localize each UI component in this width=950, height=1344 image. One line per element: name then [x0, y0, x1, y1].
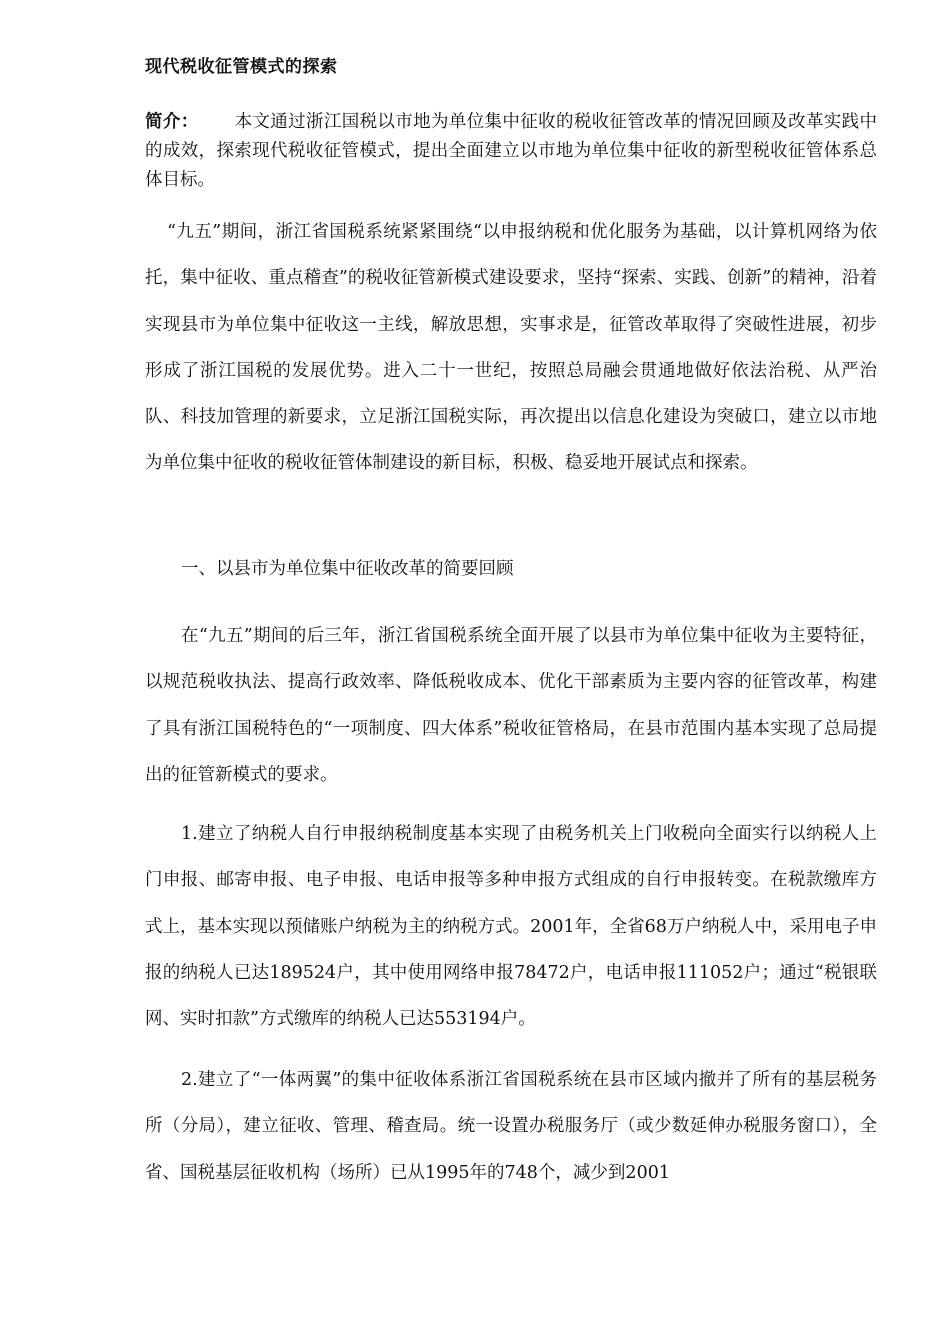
abstract-text: 本文通过浙江国税以市地为单位集中征收的税收征管改革的情况回顾及改革实践中的成效，探索现代税收征管模式，提出全面建立以市地为单位集中征收的新型税收征管体系总体目标。 [145, 112, 878, 190]
paragraph-point-2: 2.建立了“一体两翼”的集中征收体系浙江省国税系统在县市区域内撤并了所有的基层税务所（分局），建立征收、管理、稽查局。统一设置办税服务厅（或少数延伸办税服务窗口），全省、国税基层征收机构（场所）已从1995年的748个，减少到2001 [145, 1070, 877, 1183]
paragraph-intro: “九五”期间，浙江省国税系统紧紧围绕“以申报纳税和优化服务为基础，以计算机网络为依托，集中征收、重点稽查”的税收征管新模式建设要求，坚持“探索、实践、创新”的精神，沿着实现县市为单位集中征收这一主线，解放思想，实事求是，征管改革取得了突破性进展，初步形成了浙江国税的发展优势。进入二十一世纪，按照总局融会贯通地做好依法治税、从严治队、科技加管理的新要求，立足浙江国税实际，再次提出以信息化建设为突破口，建立以市地为单位集中征收的税收征管体制建设的新目标，积极、稳妥地开展试点和探索。 [145, 222, 877, 474]
section-heading: 一、以县市为单位集中征收改革的简要回顾 [181, 559, 514, 579]
abstract-label: 简介： [145, 112, 199, 132]
abstract [145, 108, 877, 195]
paragraph-review: 在“九五”期间的后三年，浙江省国税系统全面开展了以县市为单位集中征收为主要特征，以规范税收执法、提高行政效率、降低税收成本、优化干部素质为主要内容的征管改革，构建了具有浙江国税特色的“一项制度、四大体系”税收征管格局，在县市范围内基本实现了总局提出的征管新模式的要求。 [145, 626, 877, 785]
paragraph-point-1: 1.建立了纳税人自行申报纳税制度基本实现了由税务机关上门收税向全面实行以纳税人上门申报、邮寄申报、电子申报、电话申报等多种申报方式组成的自行申报转变。在税款缴库方式上，基本实现以预储账户纳税为主的纳税方式。2001年，全省68万户纳税人中，采用电子申报的纳税人已达189524户，其中使用网络申报78472户，电话申报111052户；通过“税银联网、实时扣款”方式缴库的纳税人已达553194户。 [145, 824, 877, 1030]
document-title: 现代税收征管模式的探索 [145, 57, 338, 77]
